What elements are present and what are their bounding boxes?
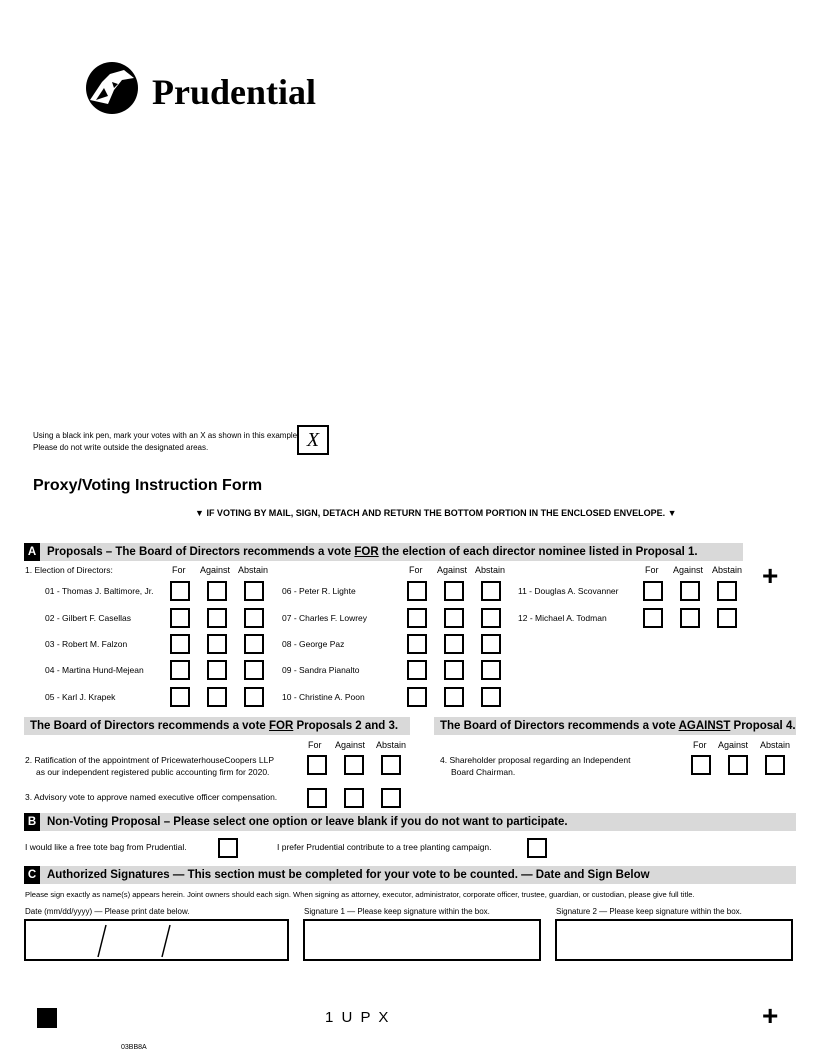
nominee-against-checkbox[interactable]	[680, 608, 700, 628]
recommend-for-bar: The Board of Directors recommends a vote FOR Proposals 2 and 3.	[24, 717, 410, 735]
example-x-mark: X	[306, 429, 320, 451]
nominee-abstain-checkbox[interactable]	[244, 608, 264, 628]
p1-header-for: For	[409, 565, 423, 575]
section-c-badge: C	[24, 866, 40, 884]
nominee-label: 04 - Martina Hund-Mejean	[45, 665, 144, 675]
nominee-label: 06 - Peter R. Lighte	[282, 586, 356, 596]
section-b-title: Non-Voting Proposal – Please select one option or leave blank if you do not want to participate.	[47, 816, 568, 828]
p1-header-against: Against	[437, 565, 468, 575]
tote-bag-option-label: I would like a free tote bag from Prudential.	[25, 842, 187, 852]
proposal-2-abstain-checkbox[interactable]	[381, 755, 401, 775]
nominee-against-checkbox[interactable]	[207, 608, 227, 628]
nominee-against-checkbox[interactable]	[444, 581, 464, 601]
proposal-4-line-2: Board Chairman.	[451, 767, 516, 777]
nominee-abstain-checkbox[interactable]	[717, 608, 737, 628]
nominee-for-checkbox[interactable]	[170, 660, 190, 680]
nominee-abstain-checkbox[interactable]	[244, 687, 264, 707]
nominee-label: 09 - Sandra Pianalto	[282, 665, 360, 675]
p1-header-against: Against	[673, 565, 704, 575]
nominee-label: 10 - Christine A. Poon	[282, 692, 365, 702]
p1-header-for: For	[645, 565, 659, 575]
nominee-label: 07 - Charles F. Lowrey	[282, 613, 368, 623]
tote-bag-checkbox[interactable]	[218, 838, 238, 858]
proposal-2-against-checkbox[interactable]	[344, 755, 364, 775]
brand-name: Prudential	[152, 72, 317, 112]
p1-header-for: For	[172, 565, 186, 575]
proposal-2-line-2: as our independent registered public accounting firm for 2020.	[36, 767, 270, 777]
nominee-abstain-checkbox[interactable]	[481, 687, 501, 707]
nominee-for-checkbox[interactable]	[643, 608, 663, 628]
p1-header-abstain: Abstain	[712, 565, 743, 575]
section-c-title: Authorized Signatures — This section must be completed for your vote to be counted. — Date and Sign Below	[47, 869, 650, 881]
down-triangle-icon: ▼	[667, 508, 677, 518]
signature-2-label: Signature 2 — Please keep signature within the box.	[556, 907, 742, 916]
nominee-label: 08 - George Paz	[282, 639, 345, 649]
nominee-label: 03 - Robert M. Falzon	[45, 639, 128, 649]
proposal-4-line-1: 4. Shareholder proposal regarding an Independent	[440, 755, 631, 765]
date-separators	[26, 921, 287, 959]
section-a-title-post: the election of each director nominee listed in Proposal 1.	[378, 546, 698, 558]
nominee-against-checkbox[interactable]	[444, 660, 464, 680]
nominee-against-checkbox[interactable]	[207, 634, 227, 654]
form-id: 03BB8A	[121, 1044, 147, 1051]
footer-code: 1 U P X	[325, 1009, 391, 1026]
signature-instructions: Please sign exactly as name(s) appears herein. Joint owners should each sign. When signing as attorney, executor, administrator, corporate officer, trustee, guardian, or custodian, please give full title.	[25, 890, 695, 899]
proposal-3-against-checkbox[interactable]	[344, 788, 364, 808]
nominee-against-checkbox[interactable]	[680, 581, 700, 601]
proposal-4-for-checkbox[interactable]	[691, 755, 711, 775]
date-label: Date (mm/dd/yyyy) — Please print date below.	[25, 907, 190, 916]
instruction-line-1: Using a black ink pen, mark your votes with an X as shown in this example.	[33, 431, 300, 440]
corner-mark	[37, 1008, 57, 1028]
section-c-header	[24, 866, 796, 884]
mail-notice	[195, 508, 677, 518]
nominee-label: 02 - Gilbert F. Casellas	[45, 613, 131, 623]
nominee-for-checkbox[interactable]	[407, 608, 427, 628]
proposal-3-abstain-checkbox[interactable]	[381, 788, 401, 808]
instruction-line-2: Please do not write outside the designated areas.	[33, 443, 209, 452]
nominee-for-checkbox[interactable]	[170, 634, 190, 654]
tree-planting-checkbox[interactable]	[527, 838, 547, 858]
nominee-for-checkbox[interactable]	[407, 687, 427, 707]
signature-1-label: Signature 1 — Please keep signature within the box.	[304, 907, 490, 916]
nominee-abstain-checkbox[interactable]	[717, 581, 737, 601]
nominee-for-checkbox[interactable]	[170, 608, 190, 628]
p4-header-against: Against	[718, 740, 749, 750]
p1-header-abstain: Abstain	[238, 565, 269, 575]
section-b-header	[24, 813, 796, 831]
signature-1-field[interactable]	[303, 919, 541, 961]
example-mark-box	[297, 425, 329, 455]
section-b-badge: B	[24, 813, 40, 831]
p1-header-against: Against	[200, 565, 231, 575]
nominee-for-checkbox[interactable]	[407, 581, 427, 601]
section-a-title-pre: Proposals – The Board of Directors recommends a vote	[47, 546, 355, 558]
nominee-label: 11 - Douglas A. Scovanner	[518, 586, 619, 596]
section-a-badge: A	[24, 543, 40, 561]
nominee-label: 01 - Thomas J. Baltimore, Jr.	[45, 586, 154, 596]
nominee-for-checkbox[interactable]	[170, 687, 190, 707]
section-a-title-em: FOR	[354, 546, 379, 558]
down-triangle-icon: ▼	[195, 508, 204, 518]
proposal-2-line-1: 2. Ratification of the appointment of PricewaterhouseCoopers LLP	[25, 755, 275, 765]
mail-notice-text: IF VOTING BY MAIL, SIGN, DETACH AND RETURN THE BOTTOM PORTION IN THE ENCLOSED ENVELOPE.	[206, 508, 666, 518]
nominee-label: 05 - Karl J. Krapek	[45, 692, 116, 702]
p4-header-for: For	[693, 740, 707, 750]
nominee-label: 12 - Michael A. Todman	[518, 613, 607, 623]
proposal-2-for-checkbox[interactable]	[307, 755, 327, 775]
p4-header-abstain: Abstain	[760, 740, 791, 750]
registration-mark-icon: +	[762, 1000, 779, 1031]
proposal-1-label: 1. Election of Directors:	[25, 565, 113, 575]
nominee-abstain-checkbox[interactable]	[481, 634, 501, 654]
rock-of-gibraltar-icon	[84, 60, 140, 116]
nominee-against-checkbox[interactable]	[207, 660, 227, 680]
recommend-against-bar: The Board of Directors recommends a vote AGAINST Proposal 4.	[434, 717, 796, 735]
p23-header-abstain: Abstain	[376, 740, 407, 750]
nominee-abstain-checkbox[interactable]	[244, 660, 264, 680]
proposal-3-label: 3. Advisory vote to approve named executive officer compensation.	[25, 792, 278, 802]
p23-header-for: For	[308, 740, 322, 750]
nominee-for-checkbox[interactable]	[643, 581, 663, 601]
nominee-against-checkbox[interactable]	[207, 581, 227, 601]
nominee-against-checkbox[interactable]	[207, 687, 227, 707]
proposal-4-against-checkbox[interactable]	[728, 755, 748, 775]
form-title: Proxy/Voting Instruction Form	[33, 477, 263, 494]
nominee-for-checkbox[interactable]	[407, 660, 427, 680]
nominee-abstain-checkbox[interactable]	[481, 581, 501, 601]
date-field[interactable]	[24, 919, 289, 961]
p23-header-against: Against	[335, 740, 366, 750]
p1-header-abstain: Abstain	[475, 565, 506, 575]
nominee-abstain-checkbox[interactable]	[481, 660, 501, 680]
proposal-3-for-checkbox[interactable]	[307, 788, 327, 808]
nominee-abstain-checkbox[interactable]	[481, 608, 501, 628]
nominee-for-checkbox[interactable]	[407, 634, 427, 654]
signature-2-field[interactable]	[555, 919, 793, 961]
section-a-header	[24, 543, 743, 561]
nominee-abstain-checkbox[interactable]	[244, 634, 264, 654]
nominee-abstain-checkbox[interactable]	[244, 581, 264, 601]
nominee-for-checkbox[interactable]	[170, 581, 190, 601]
nominee-against-checkbox[interactable]	[444, 634, 464, 654]
tree-planting-option-label: I prefer Prudential contribute to a tree planting campaign.	[277, 842, 492, 852]
nominee-against-checkbox[interactable]	[444, 608, 464, 628]
prudential-logo	[84, 60, 140, 121]
registration-mark-icon: +	[762, 560, 779, 591]
proposal-4-abstain-checkbox[interactable]	[765, 755, 785, 775]
nominee-against-checkbox[interactable]	[444, 687, 464, 707]
